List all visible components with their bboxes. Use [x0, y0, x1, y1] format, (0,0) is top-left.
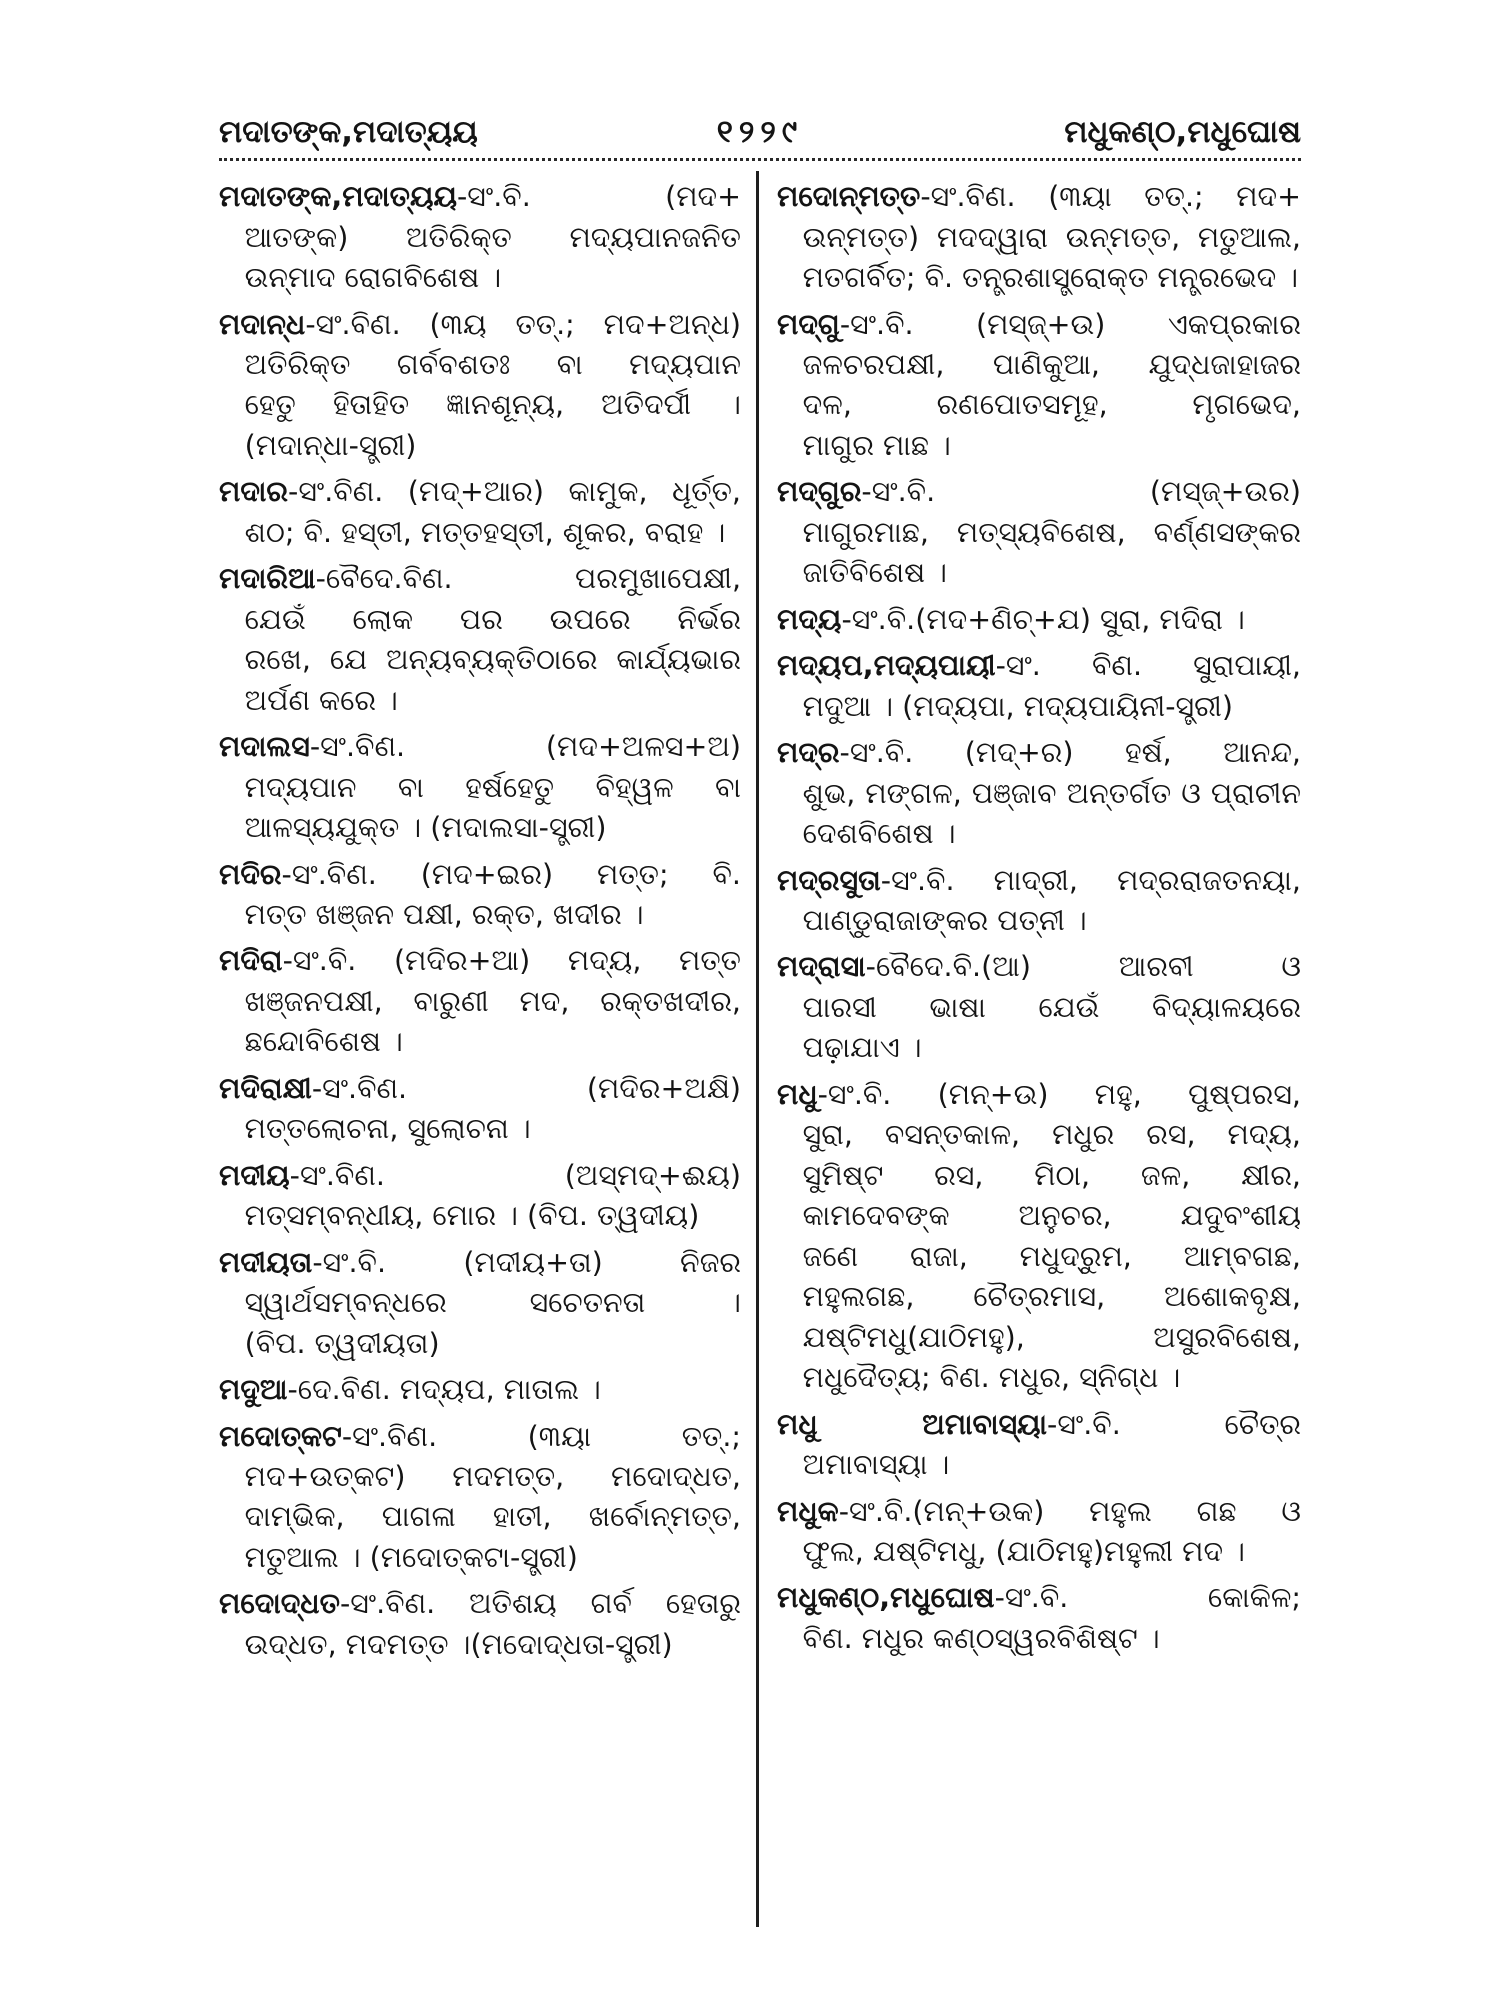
entry-text: ଯେଉଁ ଲୋକ ପର ଉପରେ ନିର୍ଭର	[244, 602, 741, 636]
column-right	[777, 172, 1301, 1925]
entry-line	[803, 1196, 1301, 1236]
entry-line	[245, 513, 741, 553]
entry-text: ଦାମ୍ଭିକ, ପାଗଳା ହାତୀ, ଖର୍ବୋନ୍ମତ୍ତ,	[244, 1500, 741, 1534]
entry-text: ଶଠ; ବି. ହସ୍ତୀ, ମତ୍ତହସ୍ତୀ, ଶୂକର, ବରାହ ।	[244, 515, 726, 549]
entry-line	[803, 901, 1301, 941]
header-right-guideword: ମଧୁକଣ୍ଠ,ମଧୁଘୋଷ	[1064, 114, 1301, 150]
entry-headword: ମଦୀୟତା	[219, 1245, 313, 1279]
entry-text: (ମଦାନ୍ଧା-ସ୍ତ୍ରୀ)	[244, 428, 417, 462]
entry-line	[219, 177, 741, 217]
entry-text: ଉନ୍ମାଦ ରୋଗବିଶେଷ ।	[244, 261, 502, 295]
entry-line	[803, 426, 1301, 466]
entry-line	[245, 768, 741, 808]
entry-headword: ମଦୋଦ୍ଧତ	[219, 1587, 340, 1621]
entry-text: ମତଗର୍ବିତ; ବି. ତନ୍ତ୍ରଶାସ୍ତ୍ରୋକ୍ତ ମନ୍ତ୍ରଭେଦ ।	[802, 261, 1299, 295]
entry-line	[777, 861, 1301, 901]
entry-text: ମଦ+ଉତ୍କଟ) ମଦମତ୍ତ, ମଦୋଦ୍ଧତ,	[244, 1460, 741, 1494]
entry-text: ସୁମିଷ୍ଟ ରସ, ମିଠା, ଜଳ, କ୍ଷୀର,	[802, 1158, 1301, 1192]
dictionary-entry	[219, 1069, 741, 1150]
entry-line	[803, 1532, 1301, 1572]
entry-line	[777, 1405, 1301, 1445]
entry-line	[777, 472, 1301, 512]
entry-line	[219, 1243, 741, 1283]
entry-text: -ସଂ.ବି. ଚୈତ୍ର	[1047, 1407, 1301, 1441]
dictionary-entry	[219, 855, 741, 936]
entry-line	[803, 1115, 1301, 1155]
entry-text: ଯଷ୍ଟିମଧୁ(ଯାଠିମହୁ), ଅସୁରବିଶେଷ,	[802, 1320, 1301, 1354]
entry-line	[803, 814, 1301, 854]
entry-line	[245, 385, 741, 425]
dictionary-entry	[219, 305, 741, 467]
entry-line	[803, 1237, 1301, 1277]
entry-text: -ସଂ.ବି. କୋକିଳ;	[994, 1581, 1301, 1615]
entry-line	[803, 687, 1301, 727]
dictionary-entry	[219, 177, 741, 298]
entry-text: ମାଗୁର ମାଛ ।	[802, 428, 951, 462]
entry-line	[219, 1417, 741, 1457]
entry-text: ଅତିରିକ୍ତ ଗର୍ବବଶତଃ ବା ମଦ୍ୟପାନ	[244, 347, 741, 381]
entry-text: -ସଂ.ବିଣ. (ମଦ+ଇର) ମତ୍ତ; ବି.	[281, 857, 741, 891]
entry-text: ମତ୍ତ ଖଞ୍ଜନ ପକ୍ଷୀ, ରକ୍ତ, ଖଦୀର ।	[244, 898, 644, 932]
entry-line	[219, 305, 741, 345]
column-left	[219, 172, 741, 1925]
dictionary-entry	[777, 646, 1301, 727]
entry-line	[803, 1028, 1301, 1068]
entry-line	[777, 305, 1301, 345]
entry-text: ଦେଶବିଶେଷ ।	[802, 817, 956, 851]
entry-text: ମଦୁଆ । (ମଦ୍ୟପା, ମଦ୍ୟପାୟିନୀ-ସ୍ତ୍ରୀ)	[802, 689, 1234, 723]
dictionary-entry	[219, 941, 741, 1062]
entry-text: -ସଂ.ବିଣ. (ଅସ୍ମଦ୍+ଈୟ)	[289, 1158, 741, 1192]
entry-line	[245, 982, 741, 1022]
entry-text: -ସଂ.ବି. (ମଦିର+ଆ) ମଦ୍ୟ, ମତ୍ତ	[282, 944, 741, 978]
entry-line	[245, 1538, 741, 1578]
dictionary-entry	[219, 559, 741, 721]
entry-headword: ମଧୁ	[777, 1077, 818, 1111]
entry-text: -ସଂ.ବି. ମାଦ୍ରୀ, ମଦ୍ରରାଜତନୟା,	[880, 863, 1301, 897]
entry-headword: ମଦ୍ୟପ,ମଦ୍ୟପାୟୀ	[777, 649, 996, 683]
entry-line	[777, 1578, 1301, 1618]
entry-text: -ସଂ.ବି. (ମନ୍+ଉ) ମହୁ, ପୁଷ୍ପରସ,	[817, 1077, 1301, 1111]
dictionary-entry	[219, 1156, 741, 1237]
entry-headword: ମଧୁକ	[777, 1494, 839, 1528]
entry-text: -ସଂ.ବି. (ମଦୀୟ+ତା) ନିଜର	[312, 1245, 741, 1279]
entry-line	[777, 177, 1301, 217]
entry-headword: ମଧୁ ଅମାବାସ୍ୟା	[777, 1407, 1048, 1441]
entry-headword: ମଦୋତ୍କଟ	[219, 1419, 342, 1453]
entry-line	[803, 1156, 1301, 1196]
entry-line	[219, 1069, 741, 1109]
entry-line	[777, 733, 1301, 773]
entry-line	[245, 218, 741, 258]
entry-headword: ମଧୁକଣ୍ଠ,ମଧୁଘୋଷ	[777, 1581, 995, 1615]
entry-text: ମତ୍ତଲୋଚନା, ସୁଲୋଚନା ।	[244, 1112, 531, 1146]
entry-headword: ମଦ୍ରସୁତା	[777, 863, 881, 897]
entry-text: ଉଦ୍ଧତ, ମଦମତ୍ତ ।(ମଦୋଦ୍ଧତା-ସ୍ତ୍ରୀ)	[244, 1627, 673, 1661]
entry-line	[803, 1445, 1301, 1485]
entry-line	[803, 385, 1301, 425]
entry-line	[803, 1358, 1301, 1398]
dictionary-entry	[777, 861, 1301, 942]
entry-line	[803, 258, 1301, 298]
entry-line	[245, 1196, 741, 1236]
entry-headword: ମଦିରା	[219, 944, 283, 978]
entry-text: ମତୁଆଲ । (ମଦୋତ୍କଟା-ସ୍ତ୍ରୀ)	[244, 1540, 578, 1574]
entry-text: ଖଞ୍ଜନପକ୍ଷୀ, ବାରୁଣୀ ମଦ, ରକ୍ତଖଦୀର,	[244, 984, 741, 1018]
entry-headword: ମଦାରିଆ	[219, 562, 316, 596]
entry-line	[803, 513, 1301, 553]
entry-line	[777, 600, 1301, 640]
entry-line	[219, 941, 741, 981]
entry-text: -ସଂ. ବିଣ. ସୁରାପାୟୀ,	[995, 649, 1301, 683]
entry-text: ମଦ୍ୟପାନ ବା ହର୍ଷହେତୁ ବିହ୍ୱଳ ବା	[244, 770, 741, 804]
entry-line	[777, 646, 1301, 686]
dictionary-entry	[219, 1370, 741, 1410]
entry-text: ଉନ୍ମତ୍ତ) ମଦଦ୍ୱାରା ଉନ୍ମତ୍ତ, ମତୁଆଲ,	[802, 220, 1301, 254]
entry-text: ଆତଙ୍କ) ଅତିରିକ୍ତ ମଦ୍ୟପାନଜନିତ	[244, 220, 741, 254]
entry-text: ପଢ଼ାଯାଏ ।	[802, 1031, 922, 1065]
entry-text: ରଖେ, ଯେ ଅନ୍ୟବ୍ୟକ୍ତିଠାରେ କାର୍ଯ୍ୟଭାର	[244, 643, 741, 677]
entry-text: ପାରସୀ ଭାଷା ଯେଉଁ ବିଦ୍ୟାଳୟରେ	[802, 990, 1301, 1024]
entry-text: ଜଣେ ରାଜା, ମଧୁଦ୍ରୁମ, ଆମ୍ବଗଛ,	[802, 1239, 1301, 1273]
entry-text: -ସଂ.ବି.(ମଦ+ଣିଚ୍+ଯ) ସୁରା, ମଦିରା ।	[841, 602, 1245, 636]
entry-headword: ମଦାନ୍ଧ	[219, 307, 306, 341]
dictionary-entry	[777, 600, 1301, 640]
dictionary-entry	[219, 1584, 741, 1665]
entry-line	[803, 1277, 1301, 1317]
dictionary-entry	[219, 472, 741, 553]
entry-line	[777, 1492, 1301, 1532]
entry-line	[245, 895, 741, 935]
entry-headword: ମଦ୍ୟ	[777, 602, 842, 636]
dictionary-entry	[777, 1405, 1301, 1486]
entry-text: ବିଣ. ମଧୁର କଣ୍ଠସ୍ୱରବିଶିଷ୍ଟ ।	[802, 1621, 1160, 1655]
entry-line	[245, 1109, 741, 1149]
entry-text: ସ୍ୱାର୍ଥସମ୍ବନ୍ଧରେ ସଚେତନତା ।	[244, 1286, 741, 1320]
entry-line	[245, 600, 741, 640]
entry-headword: ମଦ୍‌ଗୁ	[777, 307, 840, 341]
page-number: ୧୨୨୯	[716, 114, 804, 150]
entry-text: ମାଗୁରମାଛ, ମତ୍ସ୍ୟବିଶେଷ, ବର୍ଣ୍ଣସଙ୍କର	[802, 515, 1301, 549]
entry-text: ଅର୍ପଣ କରେ ।	[244, 683, 398, 717]
entry-text: -ସଂ.ବି.(ମନ୍+ଉକ) ମହୁଲ ଗଛ ଓ	[838, 1494, 1301, 1528]
entry-line	[245, 1283, 741, 1323]
entry-line	[219, 472, 741, 512]
entry-line	[245, 426, 741, 466]
entry-line	[245, 1324, 741, 1364]
entry-line	[245, 258, 741, 298]
entry-text: ଜଳଚରପକ୍ଷୀ, ପାଣିକୁଆ, ଯୁଦ୍ଧଜାହାଜର	[802, 347, 1301, 381]
entry-headword: ମଦୋନ୍ମତ୍ତ	[777, 180, 921, 214]
entry-headword: ମଦୀୟ	[219, 1158, 290, 1192]
entry-text: -ସଂ.ବିଣ. (୩ୟା ତତ୍.; ମଦ+	[920, 180, 1301, 214]
dictionary-entry	[219, 1243, 741, 1364]
entry-line	[803, 345, 1301, 385]
entry-headword: ମଦ୍‌ଗୁର	[777, 475, 862, 509]
entry-headword: ମଦାଲସ	[219, 730, 310, 764]
entry-line	[245, 808, 741, 848]
entry-line	[219, 855, 741, 895]
entry-headword: ମଦାର	[219, 475, 289, 509]
running-header	[219, 110, 1301, 161]
entry-line	[219, 1584, 741, 1624]
entry-line	[219, 727, 741, 767]
entry-text: ହେତୁ ହିତାହିତ ଜ୍ଞାନଶୂନ୍ୟ, ଅତିଦର୍ପୀ ।	[244, 388, 741, 422]
entry-text: ମତ୍ସମ୍ବନ୍ଧୀୟ, ମୋର । (ବିପ. ତ୍ୱଦୀୟ)	[244, 1199, 700, 1233]
entry-text: ଫୁଲ, ଯଷ୍ଟିମଧୁ, (ଯାଠିମହୁ)ମହୁଲୀ ମଦ ।	[802, 1534, 1245, 1568]
entry-headword: ମଦ୍ର	[777, 736, 840, 770]
entry-line	[245, 1457, 741, 1497]
entry-headword: ମଦୁଆ	[219, 1373, 288, 1407]
entry-text: (ବିପ. ତ୍ୱଦୀୟତା)	[244, 1326, 440, 1360]
entry-text: -ସଂ.ବିଣ. (୩ୟ ତତ୍.; ମଦ+ଅନ୍ଧ)	[305, 307, 741, 341]
entry-line	[803, 1619, 1301, 1659]
entry-headword: ମଦିରାକ୍ଷୀ	[219, 1071, 312, 1105]
entry-text: ଆଳସ୍ୟଯୁକ୍ତ । (ମଦାଲସା-ସ୍ତ୍ରୀ)	[244, 811, 607, 845]
entry-text: ଛନ୍ଦୋବିଶେଷ ।	[244, 1025, 403, 1059]
entry-text: -ସଂ.ବିଣ. ଅତିଶୟ ଗର୍ବ ହେତାରୁ	[339, 1587, 741, 1621]
entry-text: -ସଂ.ବିଣ. (ମଦିର+ଅକ୍ଷି)	[311, 1071, 741, 1105]
entry-text: ସୁରା, ବସନ୍ତକାଳ, ମଧୁର ରସ, ମଦ୍ୟ,	[802, 1118, 1301, 1152]
dictionary-entry	[219, 727, 741, 848]
dictionary-entry	[777, 472, 1301, 593]
entry-text: ପାଣ୍ଡୁରାଜାଙ୍କର ପତ୍ନୀ ।	[802, 904, 1087, 937]
entry-line	[803, 988, 1301, 1028]
dictionary-entry	[777, 1492, 1301, 1573]
entry-text: -ବୈଦେ.ବି.(ଆ) ଆରବୀ ଓ	[865, 950, 1301, 984]
entry-line	[803, 774, 1301, 814]
dictionary-entry	[777, 733, 1301, 854]
dictionary-entry	[777, 177, 1301, 298]
entry-text: -ଦେ.ବିଣ. ମଦ୍ୟପ, ମାତାଲ ।	[287, 1373, 601, 1407]
entry-line	[245, 1625, 741, 1665]
dictionary-entry	[777, 305, 1301, 467]
entry-headword: ମଦାତଙ୍କ,ମଦାତ୍ୟୟ	[219, 180, 458, 214]
entry-line	[803, 1318, 1301, 1358]
entry-text: -ସଂ.ବିଣ. (ମଦ୍+ଆର) କାମୁକ, ଧୂର୍ତ୍ତ,	[288, 475, 741, 509]
entry-line	[245, 681, 741, 721]
entry-line	[219, 1370, 741, 1410]
entry-text: ଶୁଭ, ମଙ୍ଗଳ, ପଞ୍ଜାବ ଅନ୍ତର୍ଗତ ଓ ପ୍ରାଚୀନ	[802, 776, 1301, 810]
entry-text: କାମଦେବଙ୍କ ଅନୁଚର, ଯଦୁବଂଶୀୟ	[802, 1199, 1301, 1233]
dictionary-entry	[219, 1417, 741, 1579]
entry-text: -ସଂ.ବି. (ମଦ୍+ର) ହର୍ଷ, ଆନନ୍ଦ,	[839, 736, 1301, 770]
entry-line	[245, 345, 741, 385]
dictionary-entry	[777, 1075, 1301, 1399]
entry-line	[777, 1075, 1301, 1115]
entry-text: -ବୈଦେ.ବିଣ. ପରମୁଖାପେକ୍ଷୀ,	[315, 562, 741, 596]
entry-text: -ସଂ.ବି. (ମସ୍‌ଜ୍+ଉ) ଏକପ୍ରକାର	[839, 307, 1301, 341]
entry-text: -ସଂ.ବିଣ. (୩ୟା ତତ୍.;	[341, 1419, 741, 1453]
entry-line	[219, 559, 741, 599]
entry-headword: ମଦିର	[219, 857, 282, 891]
entry-line	[219, 1156, 741, 1196]
entry-headword: ମଦ୍ରାସା	[777, 950, 866, 984]
entry-line	[245, 640, 741, 680]
dictionary-entry	[777, 1578, 1301, 1659]
entry-text: ମହୁଲଗଛ, ଚୈତ୍ରମାସ, ଅଶୋକବୃକ୍ଷ,	[802, 1280, 1301, 1314]
entry-text: ଅମାବାସ୍ୟା ।	[802, 1448, 950, 1482]
column-divider	[756, 171, 759, 1927]
entry-text: -ସଂ.ବି. (ମସ୍‌ଜ୍+ଉର)	[861, 475, 1301, 509]
entry-line	[777, 947, 1301, 987]
entry-text: ମଧୁଦୈତ୍ୟ; ବିଣ. ମଧୁର, ସ୍ନିଗ୍ଧ ।	[802, 1361, 1181, 1395]
header-left-guideword: ମଦାତଙ୍କ,ମଦାତ୍ୟୟ	[219, 114, 478, 150]
entry-line	[803, 553, 1301, 593]
entry-text: -ସଂ.ବିଣ. (ମଦ+ଅଳସ+ଅ)	[309, 730, 741, 764]
entry-text: -ସଂ.ବି. (ମଦ+	[457, 180, 741, 214]
dictionary-entry	[777, 947, 1301, 1068]
entry-line	[245, 1497, 741, 1537]
entry-line	[245, 1022, 741, 1062]
entry-line	[803, 218, 1301, 258]
entry-text: ଜାତିବିଶେଷ ।	[802, 556, 947, 590]
entry-text: ଦଳ, ରଣପୋତସମୂହ, ମୃଗଭେଦ,	[802, 388, 1301, 422]
